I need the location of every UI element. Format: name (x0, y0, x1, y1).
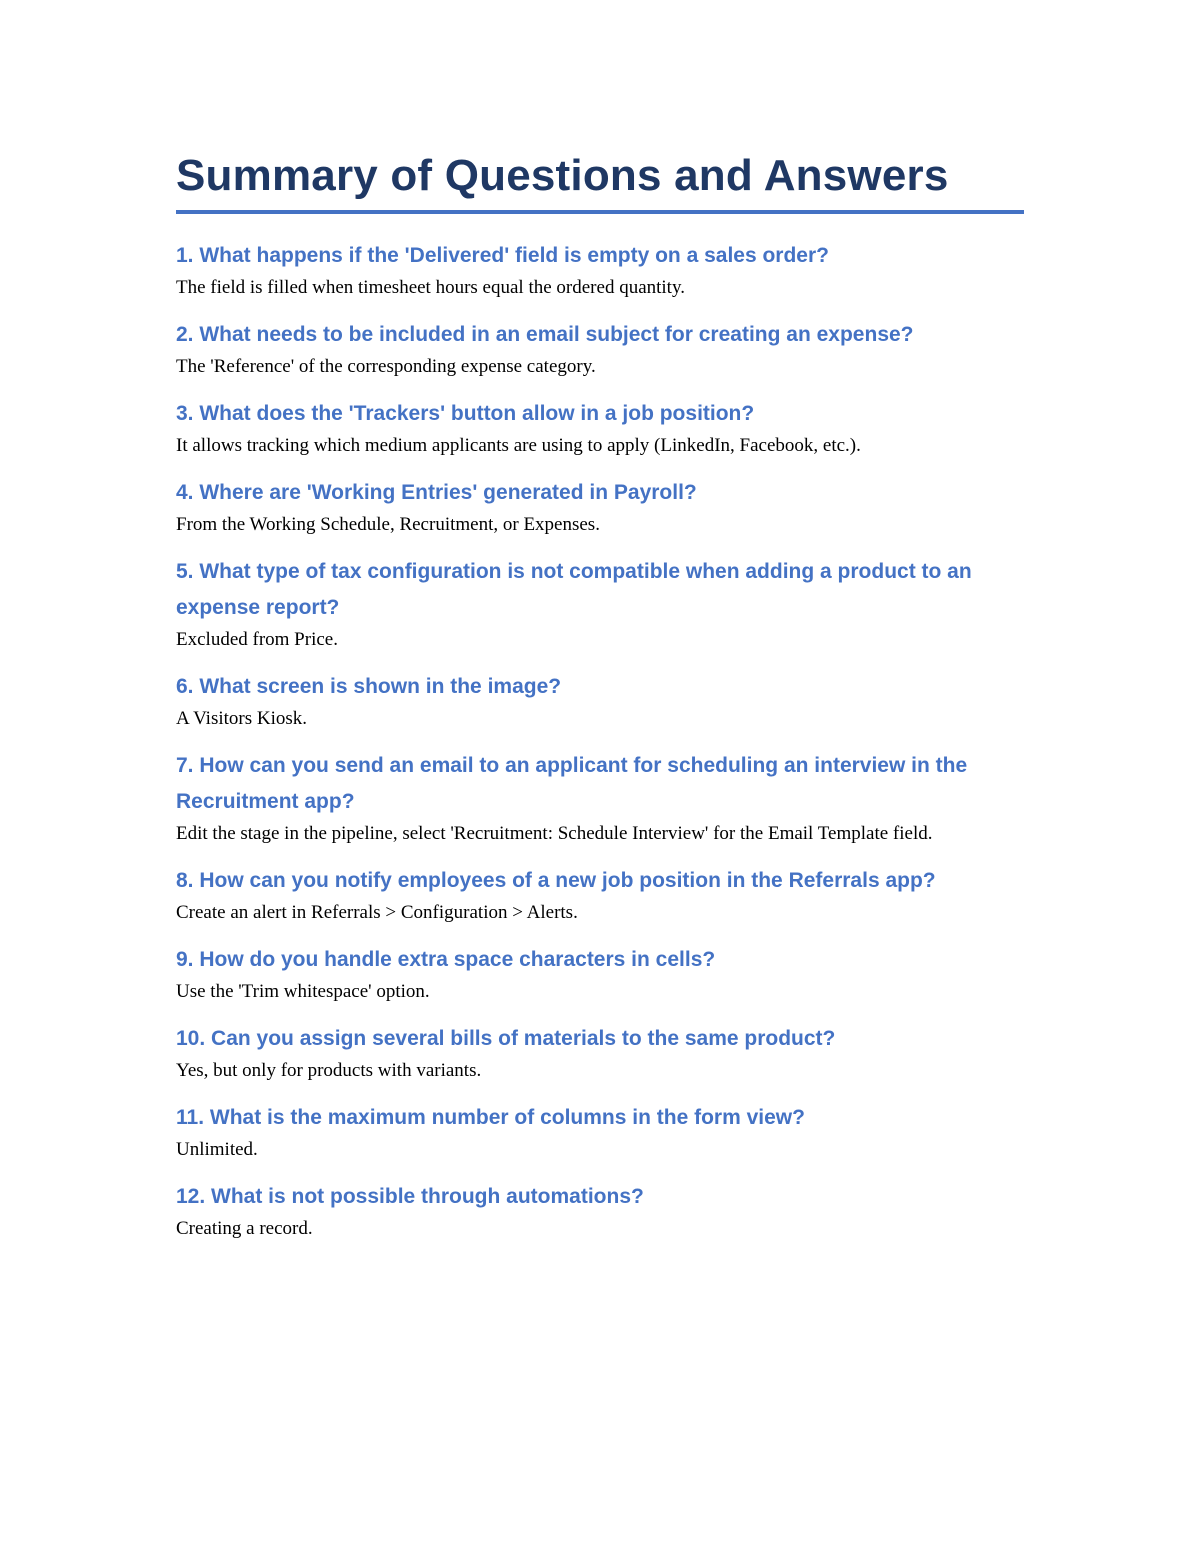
answer-text: Use the 'Trim whitespace' option. (176, 981, 430, 1002)
answer-text: From the Working Schedule, Recruitment, or Expenses. (176, 514, 600, 535)
question-heading: 1. What happens if the 'Delivered' field is empty on a sales order? (176, 244, 829, 267)
answer-text: Unlimited. (176, 1139, 258, 1160)
question-heading: 8. How can you notify employees of a new job position in the Referrals app? (176, 869, 936, 892)
question-heading: 3. What does the 'Trackers' button allow in a job position? (176, 402, 755, 425)
answer-text: The field is filled when timesheet hours equal the ordered quantity. (176, 277, 685, 298)
question-heading: 5. What type of tax configuration is not compatible when adding a product to an expense report? (176, 560, 972, 619)
question-heading: 12. What is not possible through automations? (176, 1185, 644, 1208)
qa-item (176, 554, 1024, 654)
question-heading: 11. What is the maximum number of columns in the form view? (176, 1106, 805, 1129)
qa-item (176, 1100, 1024, 1164)
qa-item (176, 1021, 1024, 1085)
question-heading: 6. What screen is shown in the image? (176, 675, 562, 698)
answer-text: Edit the stage in the pipeline, select 'Recruitment: Schedule Interview' for the Email Template field. (176, 823, 933, 844)
qa-list (176, 238, 1024, 1243)
answer-text: A Visitors Kiosk. (176, 708, 308, 729)
document-title: Summary of Questions and Answers (176, 148, 1024, 214)
qa-item (176, 669, 1024, 733)
qa-item (176, 942, 1024, 1006)
answer-text: Excluded from Price. (176, 629, 338, 650)
qa-item (176, 317, 1024, 381)
qa-item (176, 396, 1024, 460)
qa-item (176, 475, 1024, 539)
qa-item (176, 238, 1024, 302)
answer-text: It allows tracking which medium applicants are using to apply (LinkedIn, Facebook, etc.). (176, 435, 861, 456)
answer-text: The 'Reference' of the corresponding expense category. (176, 356, 596, 377)
question-heading: 7. How can you send an email to an applicant for scheduling an interview in the Recruitment app? (176, 754, 968, 813)
answer-text: Yes, but only for products with variants. (176, 1060, 482, 1081)
qa-item (176, 1179, 1024, 1243)
question-heading: 9. How do you handle extra space characters in cells? (176, 948, 716, 971)
question-heading: 2. What needs to be included in an email subject for creating an expense? (176, 323, 914, 346)
qa-item (176, 748, 1024, 848)
answer-text: Creating a record. (176, 1218, 313, 1239)
qa-item (176, 863, 1024, 927)
document-page (176, 148, 1024, 1258)
answer-text: Create an alert in Referrals > Configuration > Alerts. (176, 902, 578, 923)
question-heading: 10. Can you assign several bills of materials to the same product? (176, 1027, 836, 1050)
question-heading: 4. Where are 'Working Entries' generated in Payroll? (176, 481, 697, 504)
